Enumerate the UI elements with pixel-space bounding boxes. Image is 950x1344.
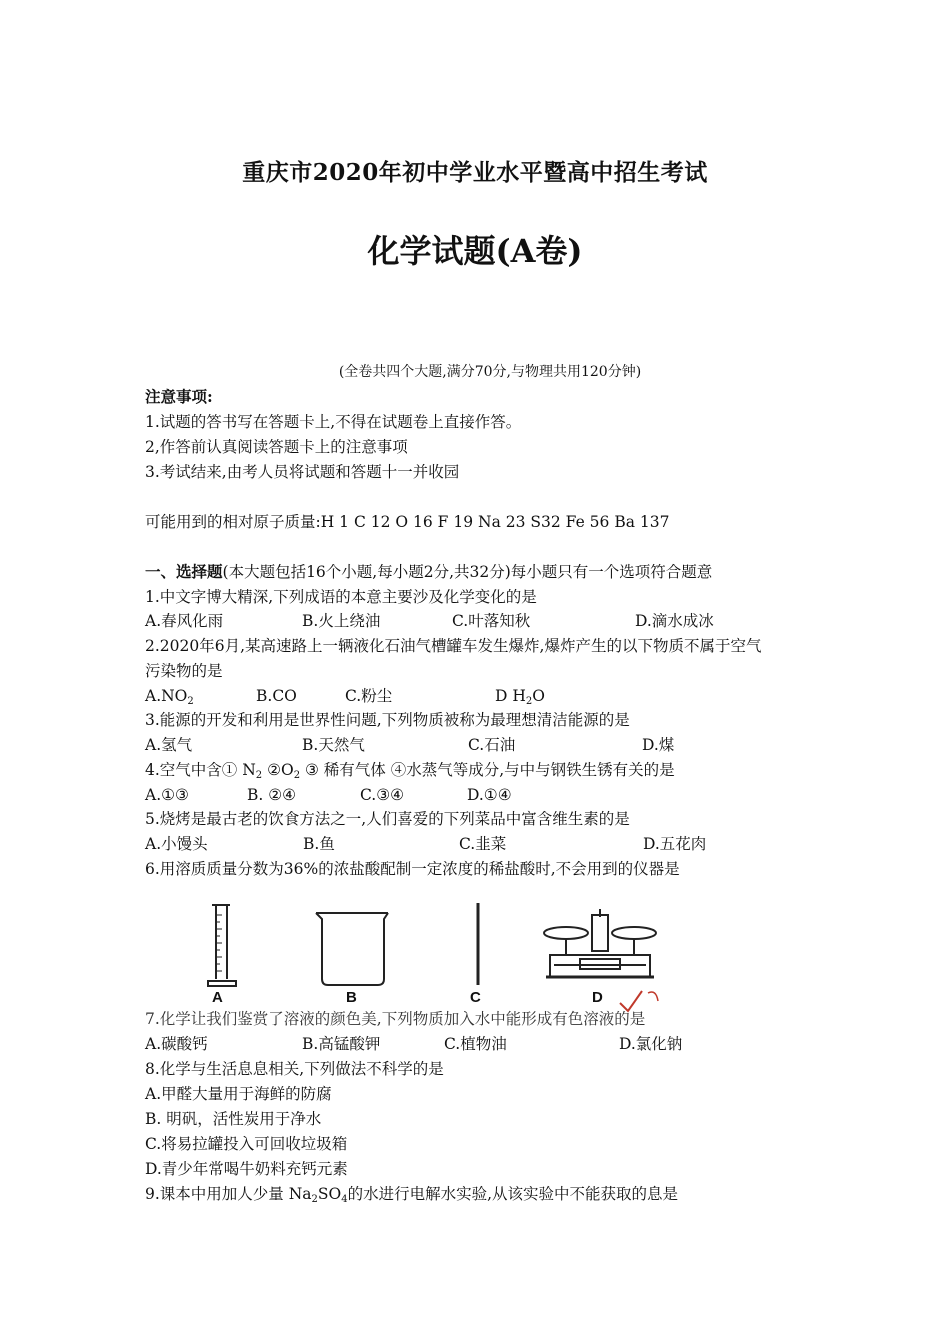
question-8-stem: 8.化学与生活息息相关,下列做法不科学的是 [145,1060,444,1078]
option-b: B.火上绕油 [302,612,381,630]
graduated-cylinder-icon [208,905,236,986]
exam-subtitle: 化学试题(A卷) [367,232,583,270]
option-c: C.叶落知秋 [452,612,531,630]
option-a: A.小馒头 [145,835,208,853]
circle-mark-icon [648,992,658,1001]
q4-text-3: ③ 稀有气体 ④水蒸气等成分,与中与钢铁生锈有关的是 [300,761,675,779]
section-title: 一、选择题 [145,562,223,581]
option-b: B.高锰酸钾 [302,1035,381,1053]
question-1-stem: 1.中文字博大精深,下列成语的本意主要沙及化学变化的是 [145,588,537,606]
question-2-stem: 2.2020年6月,某高速路上一辆液化石油气槽罐车发生爆炸,爆炸产生的以下物质不属于空气 [145,637,762,655]
option-a-subscript: 2 [187,696,194,707]
question-4-stem [145,760,675,786]
option-c: C.韭菜 [459,835,507,853]
question-6-stem: 6.用溶质质量分数为36%的浓盐酸配制一定浓度的稀盐酸时,不会用到的仪器是 [145,860,680,878]
option-c: C.粉尘 [345,687,393,705]
figure-label-b: B [346,989,357,1006]
option-a: A.甲醛大量用于海鲜的防腐 [145,1085,332,1103]
figure-label-d: D [592,989,603,1006]
notice-heading: 注意事项: [145,387,213,406]
option-d: D.滴水成冰 [635,612,714,630]
figure-label-a: A [212,989,223,1006]
question-5-stem: 5.烧烤是最古老的饮食方法之一,人们喜爱的下列菜品中富含维生素的是 [145,810,630,828]
q9-sub-2: 4 [341,1194,348,1205]
q9-text-1: 9.课本中用加人少量 Na [145,1185,312,1203]
notice-item: 1.试题的答书写在答题卡上,不得在试题卷上直接作答。 [145,413,522,431]
option-c: C.石油 [468,736,516,754]
option-a: A.春风化雨 [145,612,224,630]
option-a: A.①③ [145,786,189,804]
option-d: D.五花肉 [643,835,707,853]
option-d: D.①④ [467,786,512,804]
q4-sub-2: 2 [293,770,301,781]
notice-item: 3.考试结来,由考人员将试题和答题十一并收园 [145,463,460,481]
option-c: C.将易拉罐投入可回收垃圾箱 [145,1135,348,1153]
q9-text-2: SO [317,1185,342,1203]
option-d-text-2: O [532,687,545,705]
notice-item: 2,作答前认真阅读答题卡上的注意事项 [145,438,408,456]
option-c: C.植物油 [444,1035,507,1053]
figure-label-c: C [470,989,481,1006]
option-d: D.氯化钠 [619,1035,683,1053]
exam-title: 重庆市2020年初中学业水平暨高中招生考试 [242,159,708,186]
section-desc: (本大题包括16个小题,每小题2分,共32分)每小题只有一个选项符合题意 [222,563,713,581]
q4-text-1: 4.空气中含① N [145,761,256,779]
option-d [495,686,545,712]
option-a: A.氢气 [145,736,193,754]
option-a-text: A.NO [145,687,188,705]
question-2-stem-cont: 污染物的是 [145,662,223,680]
q4-text-2: ②O [262,761,294,779]
q9-sub-1: 2 [311,1194,318,1205]
option-a [145,686,194,712]
balance-scale-icon [544,909,656,977]
question-3-stem: 3.能源的开发和利用是世界性问题,下列物质被称为最理想清洁能源的是 [145,711,630,729]
option-c: C.③④ [360,786,405,804]
option-d-text: D H [495,687,526,705]
section-heading [145,562,712,582]
question-7-stem: 7.化学让我们鉴赏了溶液的颜色美,下列物质加入水中能形成有色溶液的是 [145,1010,646,1028]
exam-note: (全卷共四个大题,满分70分,与物理共用120分钟) [338,364,642,380]
beaker-icon [316,913,388,985]
option-b: B. 明矾，活性炭用于净水 [145,1110,322,1128]
option-b: B.CO [256,687,297,705]
question-9-stem [145,1184,678,1210]
q4-sub-1: 2 [255,770,263,781]
option-d-subscript: 2 [525,696,533,707]
option-b: B.鱼 [303,835,335,853]
option-d: D.青少年常喝牛奶料充钙元素 [145,1160,348,1178]
option-b: B.天然气 [302,736,365,754]
option-b: B. ②④ [247,786,297,804]
option-a: A.碳酸钙 [145,1035,208,1053]
check-mark-icon [620,991,642,1011]
option-d: D.煤 [642,736,675,754]
atomic-mass: 可能用到的相对原子质量:H 1 C 12 O 16 F 19 Na 23 S32 Fe 56 Ba 137 [145,513,670,531]
q9-text-3: 的水进行电解水实验,从该实验中不能获取的息是 [347,1185,679,1203]
